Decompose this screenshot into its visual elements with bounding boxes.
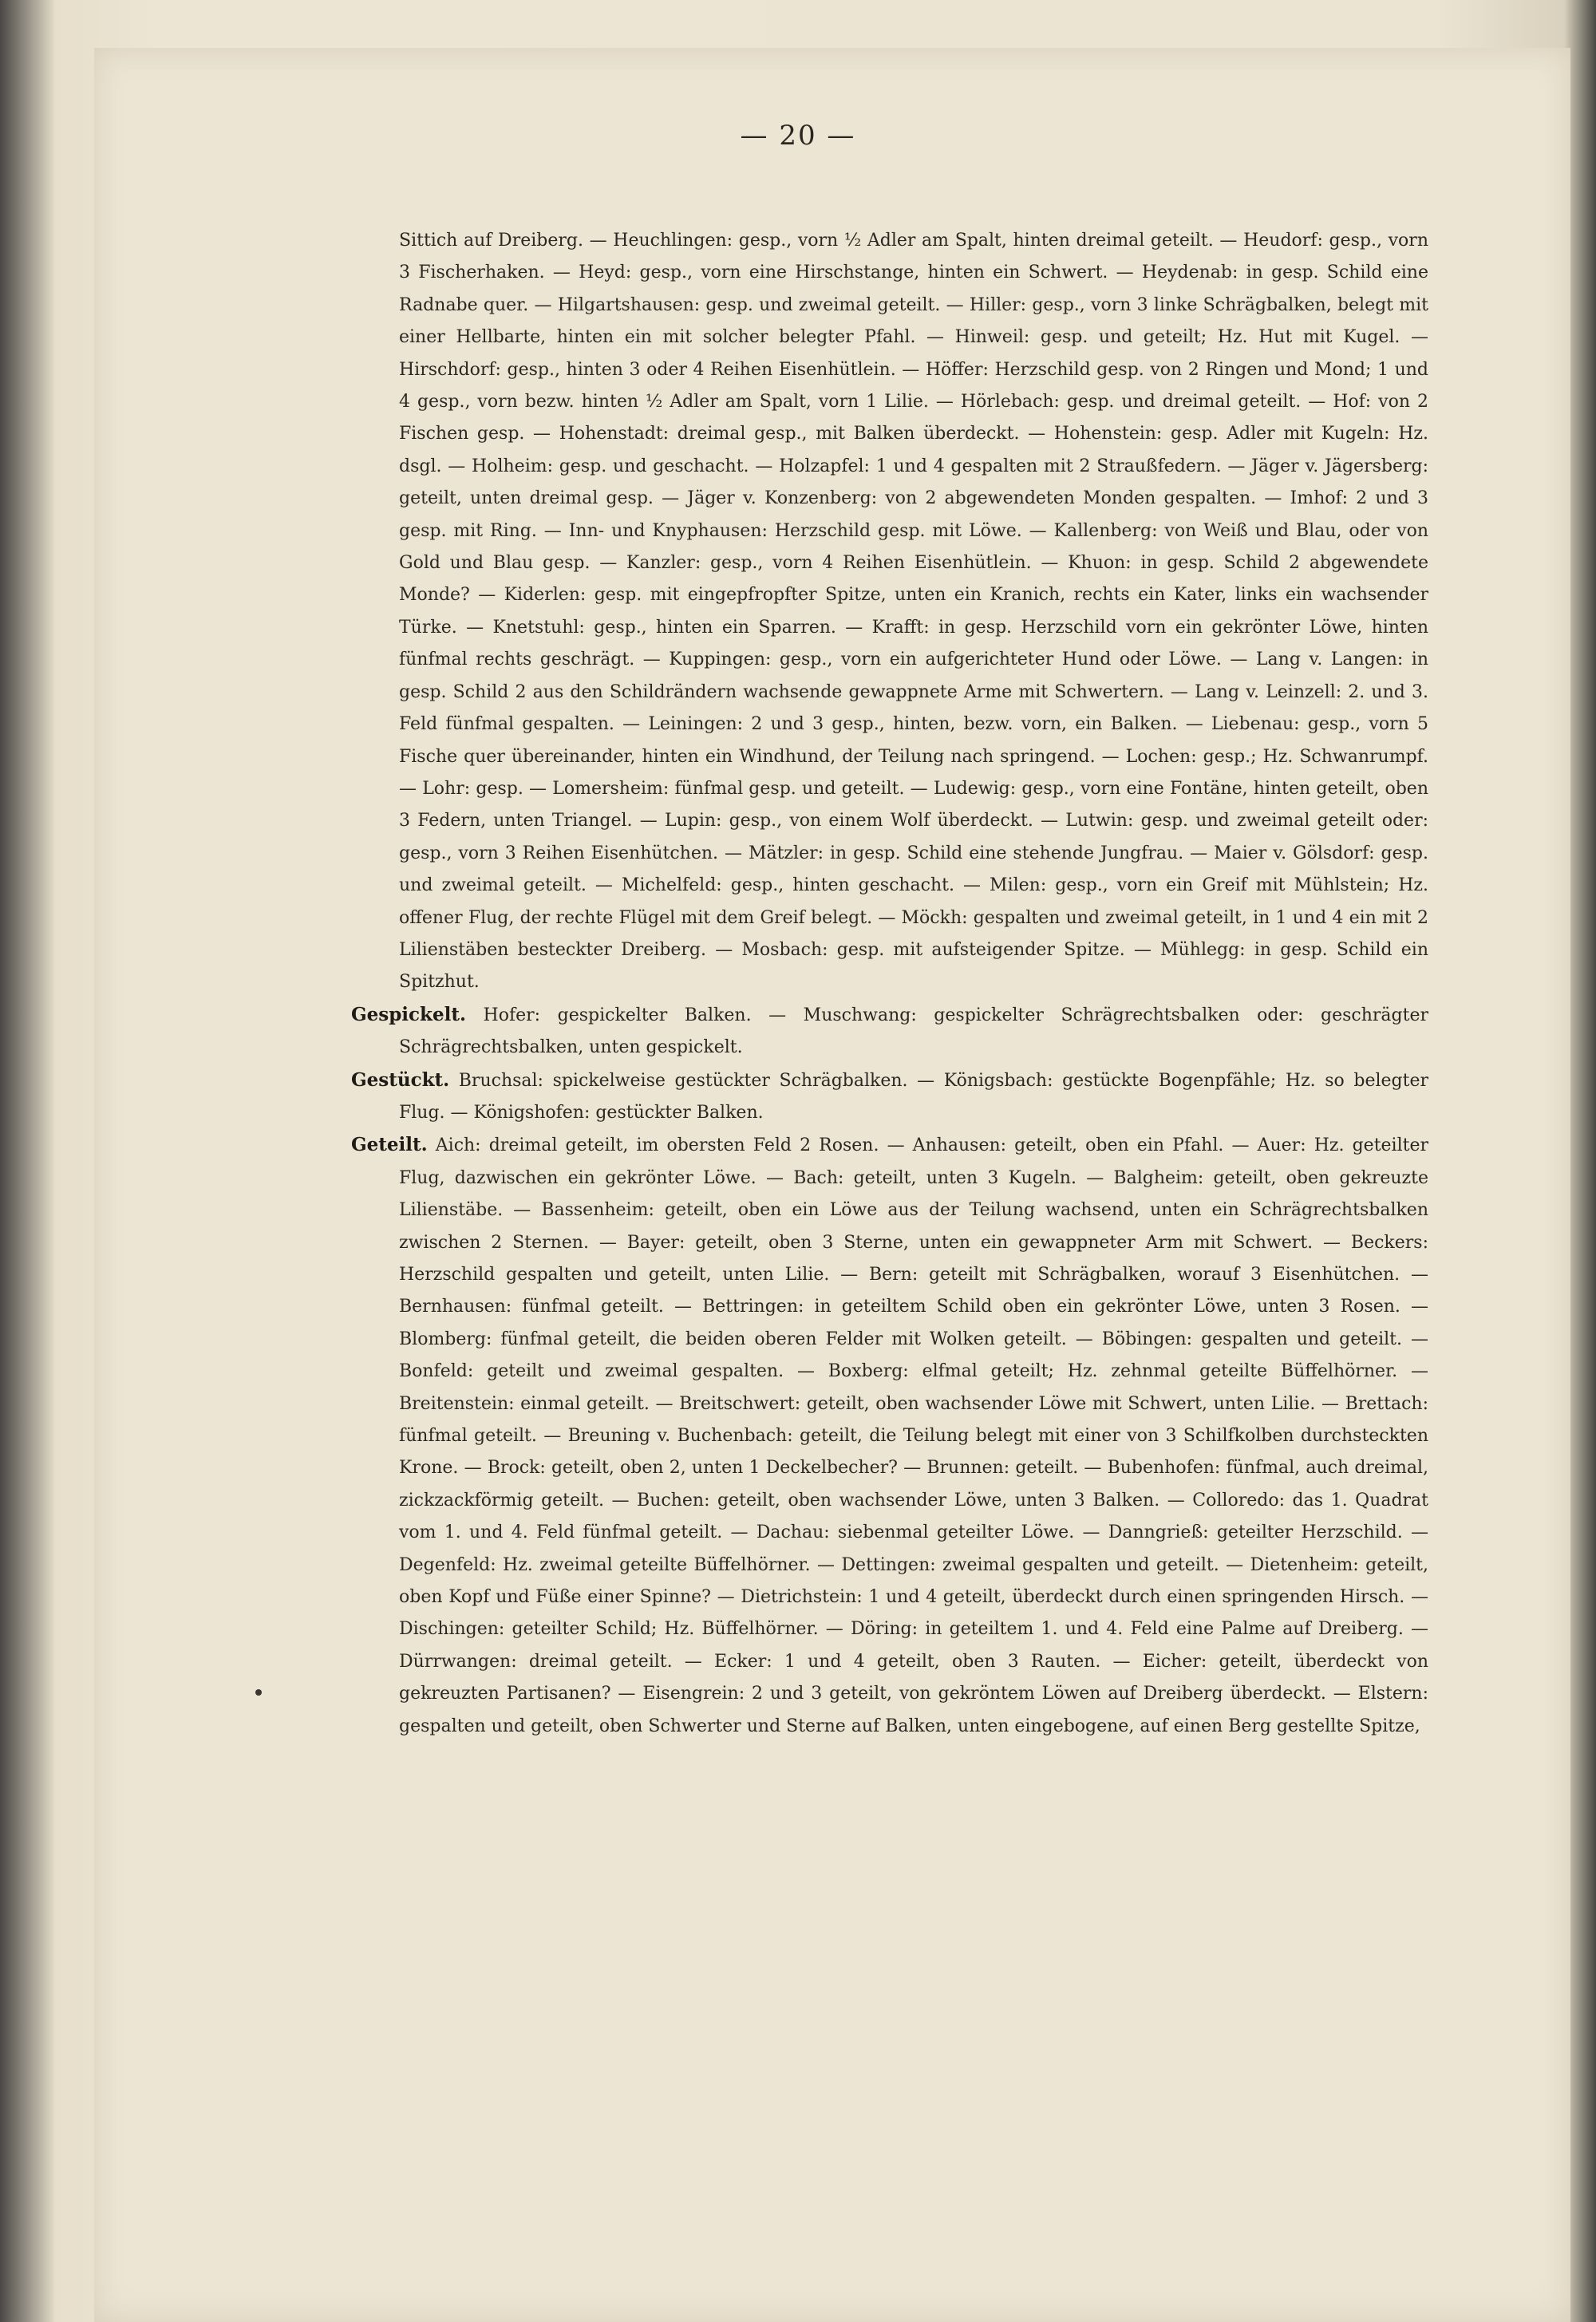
entry-continued <box>399 225 1428 999</box>
margin-mark <box>255 1689 262 1696</box>
page-text <box>351 225 1429 1743</box>
page-number: — 20 — <box>740 120 856 152</box>
entry-text: Bruchsal: spickelweise gestückter Schrägbalken. — Königsbach: gestückte Bogenpfähle; Hz. so belegter Flug. — Königshofen: gestückter Balken. <box>399 1070 1428 1123</box>
entry-gespickelt <box>351 999 1428 1064</box>
entry-text: Hofer: gespickelter Balken. — Muschwang: gespickelter Schrägrechtsbalken oder: geschrägter Schrägrechtsbalken, unten gespickelt. <box>399 1005 1428 1058</box>
entry-gestueckt <box>351 1064 1428 1130</box>
entry-text: Sittich auf Dreiberg. — Heuchlingen: gesp., vorn ½ Adler am Spalt, hinten dreimal geteilt. — Heudorf: gesp., vorn 3 Fischerhaken. — Heyd: gesp., vorn eine Hirschstange, hinten ein Schwert. — Heydenab: in gesp. Schild eine Radnabe quer. — Hilgartshausen: gesp. und zweimal geteilt. — Hiller: gesp., vorn 3 linke Schrägbalken, belegt mit einer Hellbarte, hinten ein mit solcher belegter Pfahl. — Hinweil: gesp. und geteilt; Hz. Hut mit Kugel. — Hirschdorf: gesp., hinten 3 oder 4 Reihen Eisenhütlein. — Höffer: Herzschild gesp. von 2 Ringen und Mond; 1 und 4 gesp., vorn bezw. hinten ½ Adler am Spalt, vorn 1 Lilie. — Hörlebach: gesp. und dreimal geteilt. — Hof: von 2 Fischen gesp. — Hohenstadt: dreimal gesp., mit Balken überdeckt. — Hohenstein: gesp. Adler mit Kugeln: Hz. dsgl. — Holheim: gesp. und geschacht. — Holzapfel: 1 und 4 gespalten mit 2 Straußfedern. — Jäger v. Jägersberg: geteilt, unten dreimal gesp. — Jäger v. Konzenberg: von 2 abgewendeten Monden gespalten. — Imhof: 2 und 3 gesp. mit Ring. — Inn- und Knyphausen: Herzschild gesp. mit Löwe. — Kallenberg: von Weiß und Blau, oder von Gold und Blau gesp. — Kanzler: gesp., vorn 4 Reihen Eisenhütlein. — Khuon: in gesp. Schild 2 abgewendete Monde? — Kiderlen: gesp. mit eingepfropfter Spitze, unten ein Kranich, rechts ein Kater, links ein wachsender Türke. — Knetstuhl: gesp., hinten ein Sparren. — Krafft: in gesp. Herzschild vorn ein gekrönter Löwe, hinten fünfmal rechts geschrägt. — Kuppingen: gesp., vorn ein aufgerichteter Hund oder Löwe. — Lang v. Langen: in gesp. Schild 2 aus den Schildrändern wachsende gewappnete Arme mit Schwertern. — Lang v. Leinzell: 2. und 3. Feld fünfmal gespalten. — Leiningen: 2 und 3 gesp., hinten, bezw. vorn, ein Balken. — Liebenau: gesp., vorn 5 Fische quer übereinander, hinten ein Windhund, der Teilung nach springend. — Lochen: gesp.; Hz. Schwanrumpf. — Lohr: gesp. — Lomersheim: fünfmal gesp. und geteilt. — Ludewig: gesp., vorn eine Fontäne, hinten geteilt, oben 3 Federn, unten Triangel. — Lupin: gesp., von einem Wolf überdeckt. — Lutwin: gesp. und zweimal geteilt oder: gesp., vorn 3 Reihen Eisenhütchen. — Mätzler: in gesp. Schild eine stehende Jungfrau. — Maier v. Gölsdorf: gesp. und zweimal geteilt. — Michelfeld: gesp., hinten geschacht. — Milen: gesp., vorn ein Greif mit Mühlstein; Hz. offener Flug, der rechte Flügel mit dem Greif belegt. — Möckh: gespalten und zweimal geteilt, in 1 und 4 ein mit 2 Lilienstäben besteckter Dreiberg. — Mosbach: gesp. mit aufsteigender Spitze. — Mühlegg: in gesp. Schild ein Spitzhut. <box>399 231 1428 993</box>
entry-term: Gestückt. <box>351 1068 450 1091</box>
entry-text: Aich: dreimal geteilt, im obersten Feld 2 Rosen. — Anhausen: geteilt, oben ein Pfahl. — Auer: Hz. geteilter Flug, dazwischen ein gekrönter Löwe. — Bach: geteilt, unten 3 Kugeln. — Balgheim: geteilt, oben gekreuzte Lilienstäbe. — Bassenheim: geteilt, oben ein Löwe aus der Teilung wachsend, unten ein Schrägrechtsbalken zwischen 2 Sternen. — Bayer: geteilt, oben 3 Sterne, unten ein gewappneter Arm mit Schwert. — Beckers: Herzschild gespalten und geteilt, unten Lilie. — Bern: geteilt mit Schrägbalken, worauf 3 Eisenhütchen. — Bernhausen: fünfmal geteilt. — Bettringen: in geteiltem Schild oben ein gekrönter Löwe, unten 3 Rosen. — Blomberg: fünfmal geteilt, die beiden oberen Felder mit Wolken geteilt. — Böbingen: gespalten und geteilt. — Bonfeld: geteilt und zweimal gespalten. — Boxberg: elfmal geteilt; Hz. zehnmal geteilte Büffelhörner. — Breitenstein: einmal geteilt. — Breitschwert: geteilt, oben wachsender Löwe mit Schwert, unten Lilie. — Brettach: fünfmal geteilt. — Breuning v. Buchenbach: geteilt, die Teilung belegt mit einer von 3 Schilfkolben durchsteckten Krone. — Brock: geteilt, oben 2, unten 1 Deckelbecher? — Brunnen: geteilt. — Bubenhofen: fünfmal, auch dreimal, zickzackförmig geteilt. — Buchen: geteilt, oben wachsender Löwe, unten 3 Balken. — Colloredo: das 1. Quadrat vom 1. und 4. Feld fünfmal geteilt. — Dachau: siebenmal geteilter Löwe. — Danngrieß: geteilter Herzschild. — Degenfeld: Hz. zweimal geteilte Büffelhörner. — Dettingen: zweimal gespalten und geteilt. — Dietenheim: geteilt, oben Kopf und Füße einer Spinne? — Dietrichstein: 1 und 4 geteilt, überdeckt durch einen springenden Hirsch. — Dischingen: geteilter Schild; Hz. Büffelhörner. — Döring: in geteiltem 1. und 4. Feld eine Palme auf Dreiberg. — Dürrwangen: dreimal geteilt. — Ecker: 1 und 4 geteilt, oben 3 Rauten. — Eicher: geteilt, überdeckt von gekreuzten Partisanen? — Eisengrein: 2 und 3 geteilt, von gekröntem Löwen auf Dreiberg überdeckt. — Elstern: gespalten und geteilt, oben Schwerter und Sterne auf Balken, unten eingebogene, auf einen Berg gestellte Spitze, <box>399 1135 1429 1736</box>
entry-term: Geteilt. <box>351 1134 428 1156</box>
entry-term: Gespickelt. <box>351 1003 466 1025</box>
entry-geteilt <box>351 1129 1428 1743</box>
